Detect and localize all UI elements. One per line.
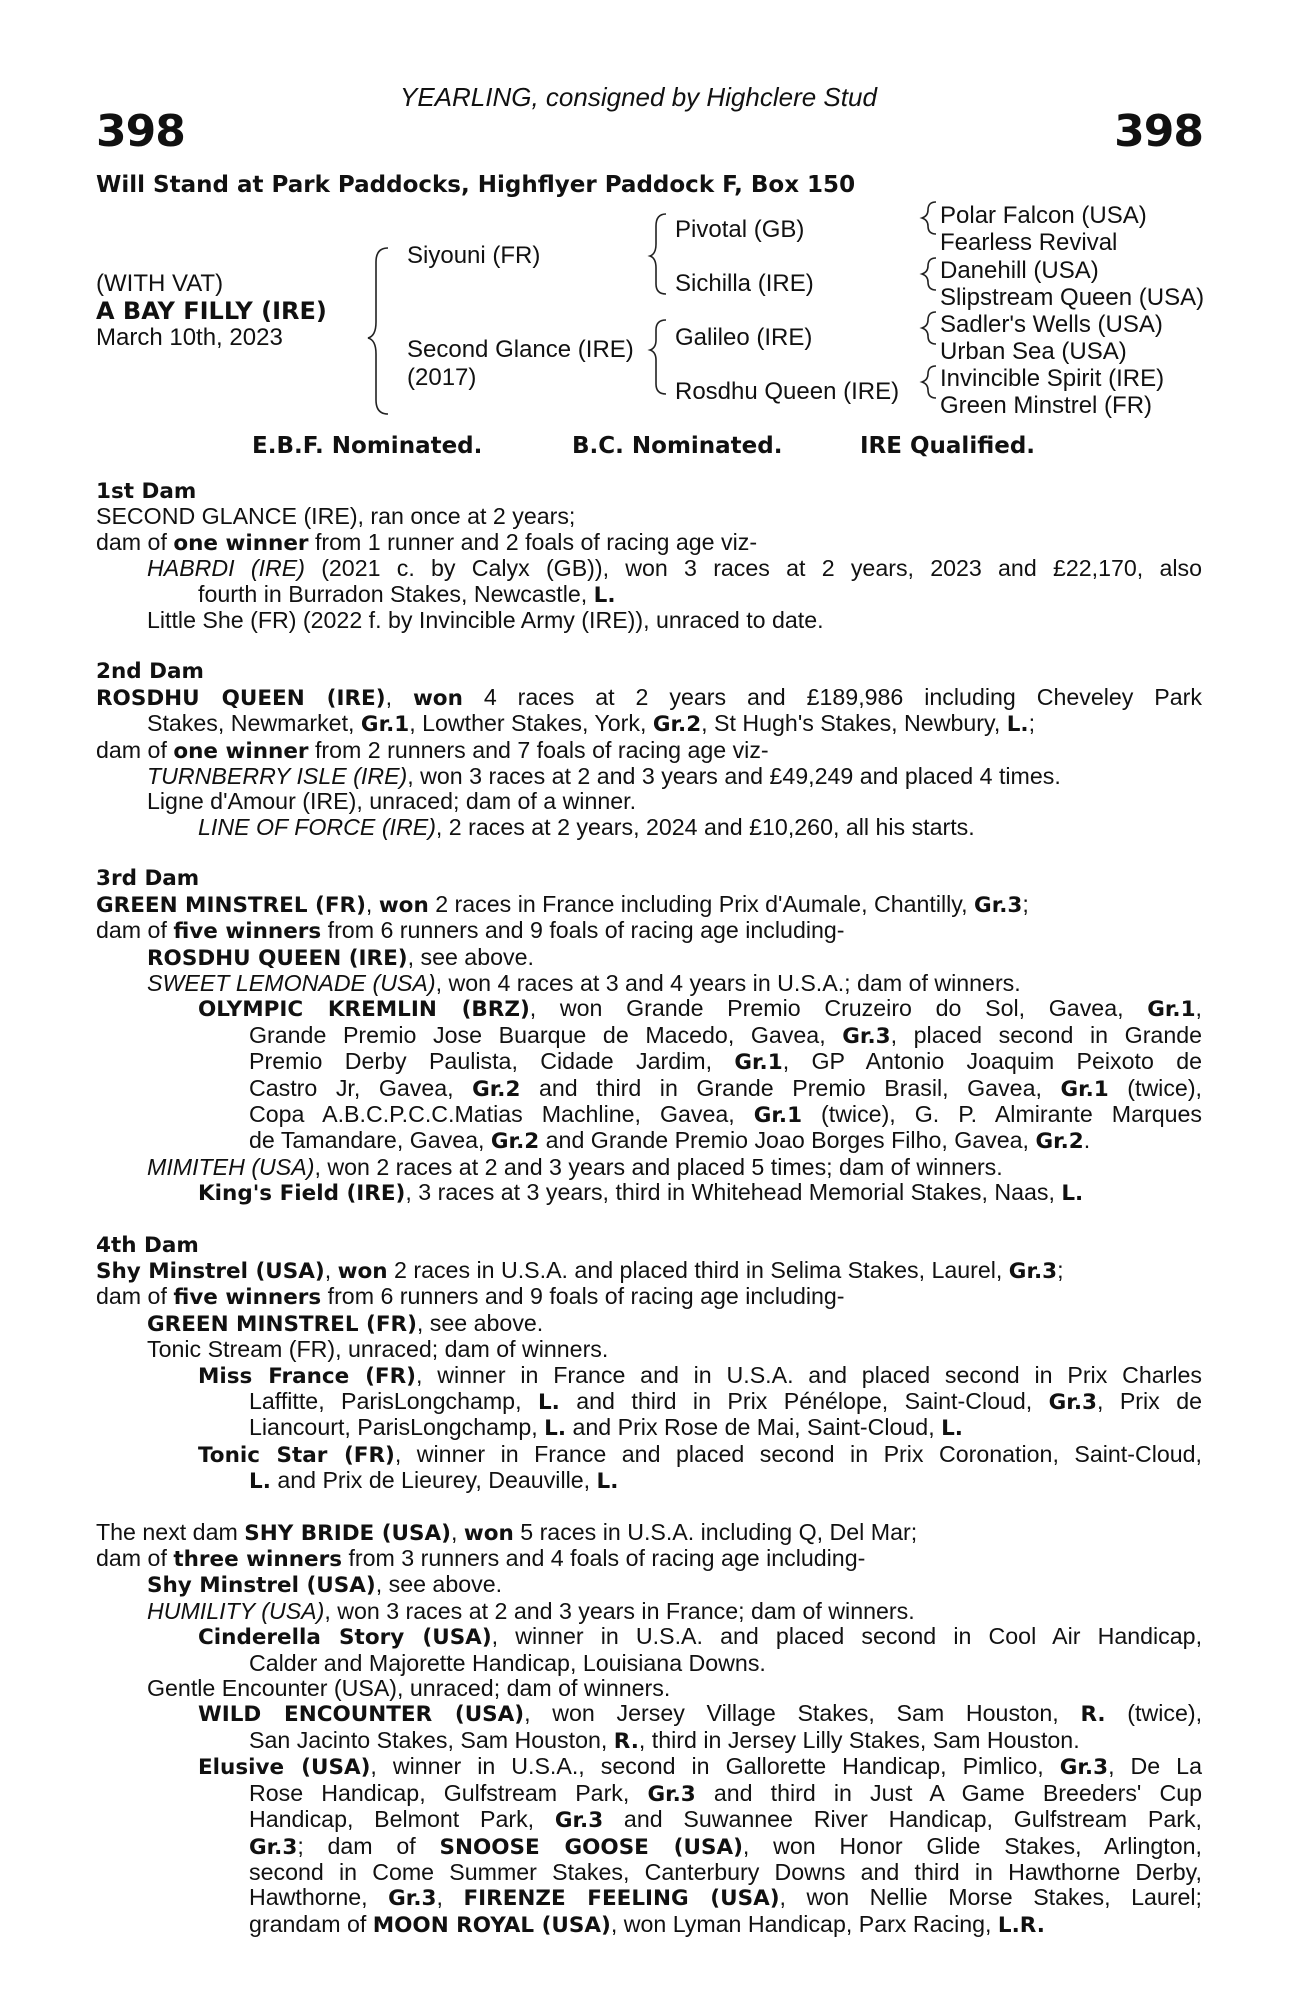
progeny-sweet-lemonade: SWEET LEMONADE (USA), won 4 races at 3 and 4 years in U.S.A.; dam of winners. [147,969,1021,996]
next-dam-produce: dam of three winners from 3 runners and 4 foals of racing age including- [96,1545,866,1573]
progeny-mimiteh: MIMITEH (USA), won 2 races at 2 and 3 years and placed 5 times; dam of winners. [147,1153,1003,1180]
progeny-habrdi-cont: fourth in Burradon Stakes, Newcastle, L. [198,580,616,608]
first-dam-line: SECOND GLANCE (IRE), ran once at 2 years; [96,503,576,530]
granddam-line-8: Green Minstrel (FR) [940,392,1153,419]
granddam-line-4: Slipstream Queen (USA) [940,284,1205,311]
progeny-tonic-stream: Tonic Stream (FR), unraced; dam of winners. [147,1336,609,1363]
cinderella-story-cont: Calder and Majorette Handicap, Louisiana Downs. [249,1649,766,1676]
progeny-tonic-star: Tonic Star (FR), winner in France and placed second in Prix Coronation, Saint-Cloud, [198,1440,1202,1468]
olympic-kremlin-cont-2: Premio Derby Paulista, Cidade Jardim, Gr.1, GP Antonio Joaquim Peixoto de [249,1048,1202,1076]
progeny-gentle-encounter: Gentle Encounter (USA), unraced; dam of winners. [147,1675,671,1702]
progeny-wild-encounter: WILD ENCOUNTER (USA), won Jersey Village Stakes, Sam Houston, R. (twice), [198,1700,1203,1728]
elusive-cont-3: Gr.3; dam of SNOOSE GOOSE (USA), won Honor Glide Stakes, Arlington, [249,1832,1202,1860]
progeny-miss-france: Miss France (FR), winner in France and in U.S.A. and placed second in Prix Charles [198,1361,1202,1389]
olympic-kremlin-cont-3: Castro Jr, Gavea, Gr.2 and third in Grande Premio Brasil, Gavea, Gr.1 (twice), [249,1074,1202,1102]
progeny-humility: HUMILITY (USA), won 3 races at 2 and 3 years in France; dam of winners. [147,1597,915,1624]
section-heading-4th-dam: 4th Dam [96,1232,199,1258]
progeny-green-minstrel: GREEN MINSTREL (FR), see above. [147,1309,544,1337]
elusive-cont-1: Rose Handicap, Gulfstream Park, Gr.3 and third in Just A Game Breeders' Cup [249,1779,1202,1807]
progeny-turnberry-isle: TURNBERRY ISLE (IRE), won 3 races at 2 and 3 years and £49,249 and placed 4 times. [147,763,1061,790]
progeny-rosdhu-queen: ROSDHU QUEEN (IRE), see above. [147,943,534,971]
progeny-habrdi: HABRDI (IRE) (2021 c. by Calyx (GB)), won 3 races at 2 years, 2023 and £22,170, also [147,555,1202,582]
progeny-olympic-kremlin: OLYMPIC KREMLIN (BRZ), won Grande Premio Cruzeiro do Sol, Gavea, Gr.1, [198,995,1202,1023]
miss-france-cont-1: Laffitte, ParisLongchamp, L. and third in Prix Pénélope, Saint-Cloud, Gr.3, Prix de [249,1388,1202,1415]
next-dam-line: The next dam SHY BRIDE (USA), won 5 races in U.S.A. including Q, Del Mar; [96,1518,918,1546]
progeny-elusive: Elusive (USA), winner in U.S.A., second in Gallorette Handicap, Pimlico, Gr.3, De La [198,1753,1202,1781]
olympic-kremlin-cont-1: Grande Premio Jose Buarque de Macedo, Gavea, Gr.3, placed second in Grande [249,1021,1203,1049]
dam-dam: Rosdhu Queen (IRE) [675,378,900,405]
dam-sire: Galileo (IRE) [675,324,813,351]
granddam-line-5: Sadler's Wells (USA) [940,311,1163,338]
ebf-nomination: E.B.F. Nominated. [252,433,483,459]
catalogue-body [96,478,1202,1938]
sire: Siyouni (FR) [407,242,541,269]
fourth-dam-produce: dam of five winners from 6 runners and 9 foals of racing age including- [96,1283,845,1311]
wild-encounter-cont: San Jacinto Stakes, Sam Houston, R., third in Jersey Lilly Stakes, Sam Houston. [249,1726,1080,1754]
progeny-line-of-force: LINE OF FORCE (IRE), 2 races at 2 years, 2024 and £10,260, all his starts. [198,813,975,840]
vat-note: (WITH VAT) [96,270,224,297]
granddam-line-1: Polar Falcon (USA) [940,202,1147,229]
lot-number-right: 398 [1114,106,1203,157]
foaling-date: March 10th, 2023 [96,324,283,351]
section-heading-1st-dam: 1st Dam [96,479,197,504]
progeny-kings-field: King's Field (IRE), 3 races at 3 years, third in Whitehead Memorial Stakes, Naas, L. [198,1179,1084,1207]
elusive-cont-5: Hawthorne, Gr.3, FIRENZE FEELING (USA), won Nellie Morse Stakes, Laurel; [249,1884,1202,1912]
dam: Second Glance (IRE) [407,336,634,363]
olympic-kremlin-cont-4: Copa A.B.C.P.C.C.Matias Machline, Gavea, Gr.1 (twice), G. P. Almirante Marques [249,1100,1202,1128]
granddam-line-6: Urban Sea (USA) [940,338,1127,365]
progeny-little-she: Little She (FR) (2022 f. by Invincible Army (IRE)), unraced to date. [147,607,824,634]
granddam-line-2: Fearless Revival [940,229,1118,256]
sire-dam: Sichilla (IRE) [675,270,814,297]
third-dam-line: GREEN MINSTREL (FR), won 2 races in France including Prix d'Aumale, Chantilly, Gr.3; [96,890,1029,918]
elusive-cont-4: second in Come Summer Stakes, Canterbury Downs and third in Hawthorne Derby, [249,1858,1202,1885]
stand-location: Will Stand at Park Paddocks, Highflyer Paddock F, Box 150 [96,172,856,198]
section-heading-3rd-dam: 3rd Dam [96,866,200,892]
dam-year: (2017) [407,364,477,391]
bc-nomination: B.C. Nominated. [572,433,783,459]
granddam-line-7: Invincible Spirit (IRE) [940,365,1165,392]
miss-france-cont-2: Liancourt, ParisLongchamp, L. and Prix Rose de Mai, Saint-Cloud, L. [249,1414,963,1442]
second-dam-line: ROSDHU QUEEN (IRE), won 4 races at 2 years and £189,986 including Cheveley Park [96,683,1202,711]
third-dam-produce: dam of five winners from 6 runners and 9 foals of racing age including- [96,917,845,945]
elusive-cont-2: Handicap, Belmont Park, Gr.3 and Suwannee River Handicap, Gulfstream Park, [249,1806,1202,1834]
progeny-cinderella-story: Cinderella Story (USA), winner in U.S.A. and placed second in Cool Air Handicap, [198,1623,1203,1651]
olympic-kremlin-cont-5: de Tamandare, Gavea, Gr.2 and Grande Premio Joao Borges Filho, Gavea, Gr.2. [249,1127,1091,1155]
horse-name: A BAY FILLY (IRE) [96,297,327,325]
lot-number-left: 398 [96,106,185,157]
granddam-line-3: Danehill (USA) [940,257,1099,284]
second-dam-line-cont: Stakes, Newmarket, Gr.1, Lowther Stakes, York, Gr.2, St Hugh's Stakes, Newbury, L.; [147,710,1036,738]
ire-qualified: IRE Qualified. [860,433,1036,459]
first-dam-produce: dam of one winner from 1 runner and 2 foals of racing age viz- [96,528,758,556]
second-dam-produce: dam of one winner from 2 runners and 7 foals of racing age viz- [96,736,769,764]
section-heading-2nd-dam: 2nd Dam [96,659,204,685]
fourth-dam-line: Shy Minstrel (USA), won 2 races in U.S.A. and placed third in Selima Stakes, Laurel, Gr.3; [96,1256,1064,1284]
elusive-cont-6: grandam of MOON ROYAL (USA), won Lyman Handicap, Parx Racing, L.R. [249,1910,1045,1938]
sire-sire: Pivotal (GB) [675,216,805,243]
tonic-star-cont: L. and Prix de Lieurey, Deauville, L. [249,1467,619,1495]
progeny-shy-minstrel: Shy Minstrel (USA), see above. [147,1571,503,1599]
consignment-line: YEARLING, consigned by Highclere Stud [400,82,877,112]
progeny-ligne-damour: Ligne d'Amour (IRE), unraced; dam of a winner. [147,788,637,815]
